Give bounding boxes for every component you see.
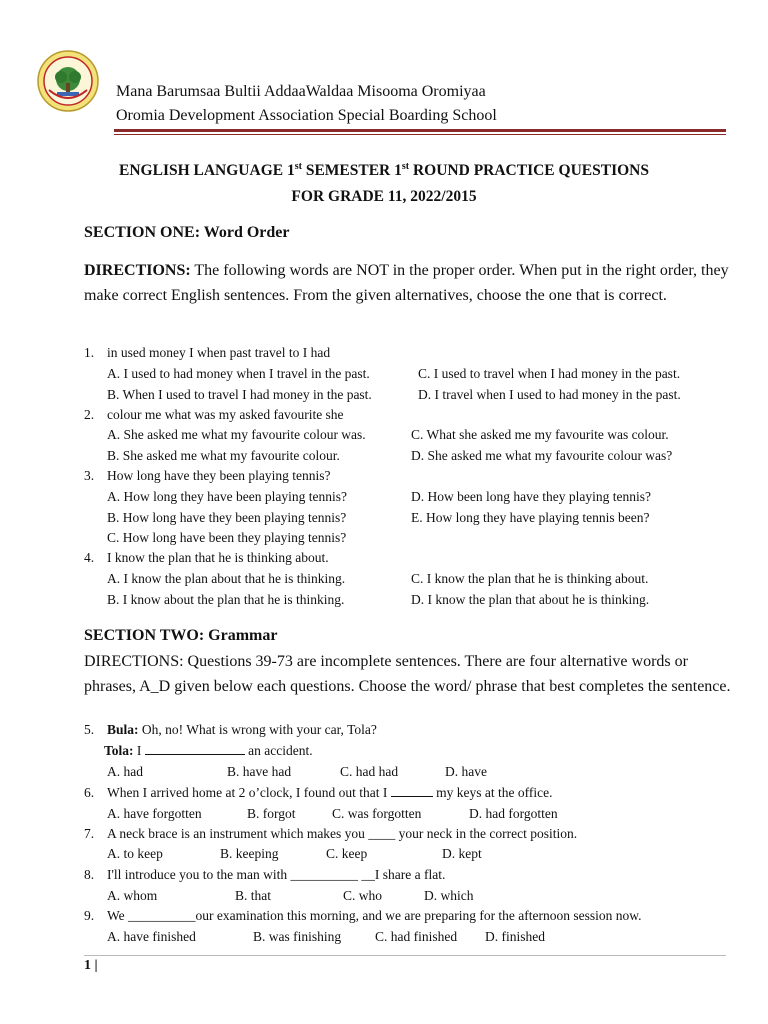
q6-option-d[interactable]: D. had forgotten: [469, 806, 558, 821]
school-logo: [37, 50, 99, 112]
question-7: 7. A neck brace is an instrument which makes you ____ your neck in the correct position.: [84, 826, 578, 841]
q3-option-b[interactable]: B. How long have they been playing tennis?: [107, 510, 347, 525]
q7-option-b[interactable]: B. keeping: [220, 846, 279, 861]
q4-option-b[interactable]: B. I know about the plan that he is thinking.: [107, 592, 345, 607]
q9-option-b[interactable]: B. was finishing: [253, 929, 342, 944]
page-title: ENGLISH LANGUAGE 1st SEMESTER 1st ROUND PRACTICE QUESTIONS: [119, 161, 649, 180]
q8-option-d[interactable]: D. which: [424, 888, 474, 903]
question-2: 2. colour me what was my asked favourite she: [84, 407, 344, 422]
question-8: 8. I'll introduce you to the man with __________ __I share a flat.: [84, 867, 446, 882]
question-5: 5. Bula: Oh, no! What is wrong with your car, Tola?: [84, 722, 377, 737]
section-one-directions: DIRECTIONS: The following words are NOT in the proper order. When put in the right order, they make correct English sentences. From the given alternatives, choose the one that is correct.: [84, 262, 729, 304]
answer-blank: [391, 785, 433, 797]
q8-option-b[interactable]: B. that: [235, 888, 271, 903]
q2-option-a[interactable]: A. She asked me what my favourite colour was.: [107, 427, 366, 442]
q4-option-c[interactable]: C. I know the plan that he is thinking about.: [411, 571, 649, 586]
q2-option-d[interactable]: D. She asked me what my favourite colour was?: [411, 448, 673, 463]
q2-option-c[interactable]: C. What she asked me my favourite was colour.: [411, 427, 669, 442]
q7-option-c[interactable]: C. keep: [326, 846, 368, 861]
q2-option-b[interactable]: B. She asked me what my favourite colour.: [107, 448, 340, 463]
q8-option-c[interactable]: C. who: [343, 888, 383, 903]
q6-option-a[interactable]: A. have forgotten: [107, 806, 202, 821]
q7-option-d[interactable]: D. kept: [442, 846, 482, 861]
q1-option-b[interactable]: B. When I used to travel I had money in the past.: [107, 387, 372, 402]
q5-option-a[interactable]: A. had: [107, 764, 143, 779]
footer-rule: [84, 955, 726, 956]
q4-option-d[interactable]: D. I know the plan that about he is thinking.: [411, 592, 650, 607]
q5-option-c[interactable]: C. had had: [340, 764, 399, 779]
q3-option-c[interactable]: C. How long have been they playing tennis?: [107, 530, 347, 545]
q6-option-b[interactable]: B. forgot: [247, 806, 296, 821]
q3-option-d[interactable]: D. How been long have they playing tennis?: [411, 489, 651, 504]
q9-option-d[interactable]: D. finished: [485, 929, 545, 944]
q7-option-a[interactable]: A. to keep: [107, 846, 163, 861]
answer-blank: [145, 743, 245, 755]
q9-option-c[interactable]: C. had finished: [375, 929, 458, 944]
section-two-directions: DIRECTIONS: Questions 39-73 are incomplete sentences. There are four alternative words or phrases, A_D given below each questions. Choose the word/ phrase that best completes the sentence.: [84, 653, 731, 695]
q5-option-b[interactable]: B. have had: [227, 764, 292, 779]
q4-option-a[interactable]: A. I know the plan about that he is thinking.: [107, 571, 346, 586]
header-rule-thin: [114, 134, 726, 135]
section-two-heading: SECTION TWO: Grammar: [84, 627, 278, 644]
header-line-english: Oromia Development Association Special Boarding School: [116, 107, 497, 124]
question-6: 6. When I arrived home at 2 o’clock, I found out that I my keys at the office.: [84, 785, 553, 800]
header-line-oromo: Mana Barumsaa Bultii AddaaWaldaa Misooma Oromiyaa: [116, 83, 486, 100]
question-5-response: Tola: I an accident.: [104, 743, 313, 758]
question-9: 9. We __________our examination this morning, and we are preparing for the afternoon session now.: [84, 908, 642, 923]
q3-option-e[interactable]: E. How long they have playing tennis been?: [411, 510, 650, 525]
q9-option-a[interactable]: A. have finished: [107, 929, 196, 944]
question-4: 4. I know the plan that he is thinking about.: [84, 550, 329, 565]
header-rule-thick: [114, 129, 726, 132]
q3-option-a[interactable]: A. How long they have been playing tennis?: [107, 489, 347, 504]
q6-option-c[interactable]: C. was forgotten: [332, 806, 422, 821]
q1-option-d[interactable]: D. I travel when I used to had money in the past.: [418, 387, 681, 402]
q1-option-c[interactable]: C. I used to travel when I had money in the past.: [418, 366, 681, 381]
question-3: 3. How long have they been playing tennis?: [84, 468, 331, 483]
q8-option-a[interactable]: A. whom: [107, 888, 158, 903]
question-1: 1. in used money I when past travel to I had: [84, 345, 331, 360]
q5-option-d[interactable]: D. have: [445, 764, 487, 779]
page-subtitle: FOR GRADE 11, 2022/2015: [291, 188, 477, 205]
page-number: 1 |: [84, 958, 98, 973]
section-one-heading: SECTION ONE: Word Order: [84, 224, 290, 241]
q1-option-a[interactable]: A. I used to had money when I travel in the past.: [107, 366, 370, 381]
